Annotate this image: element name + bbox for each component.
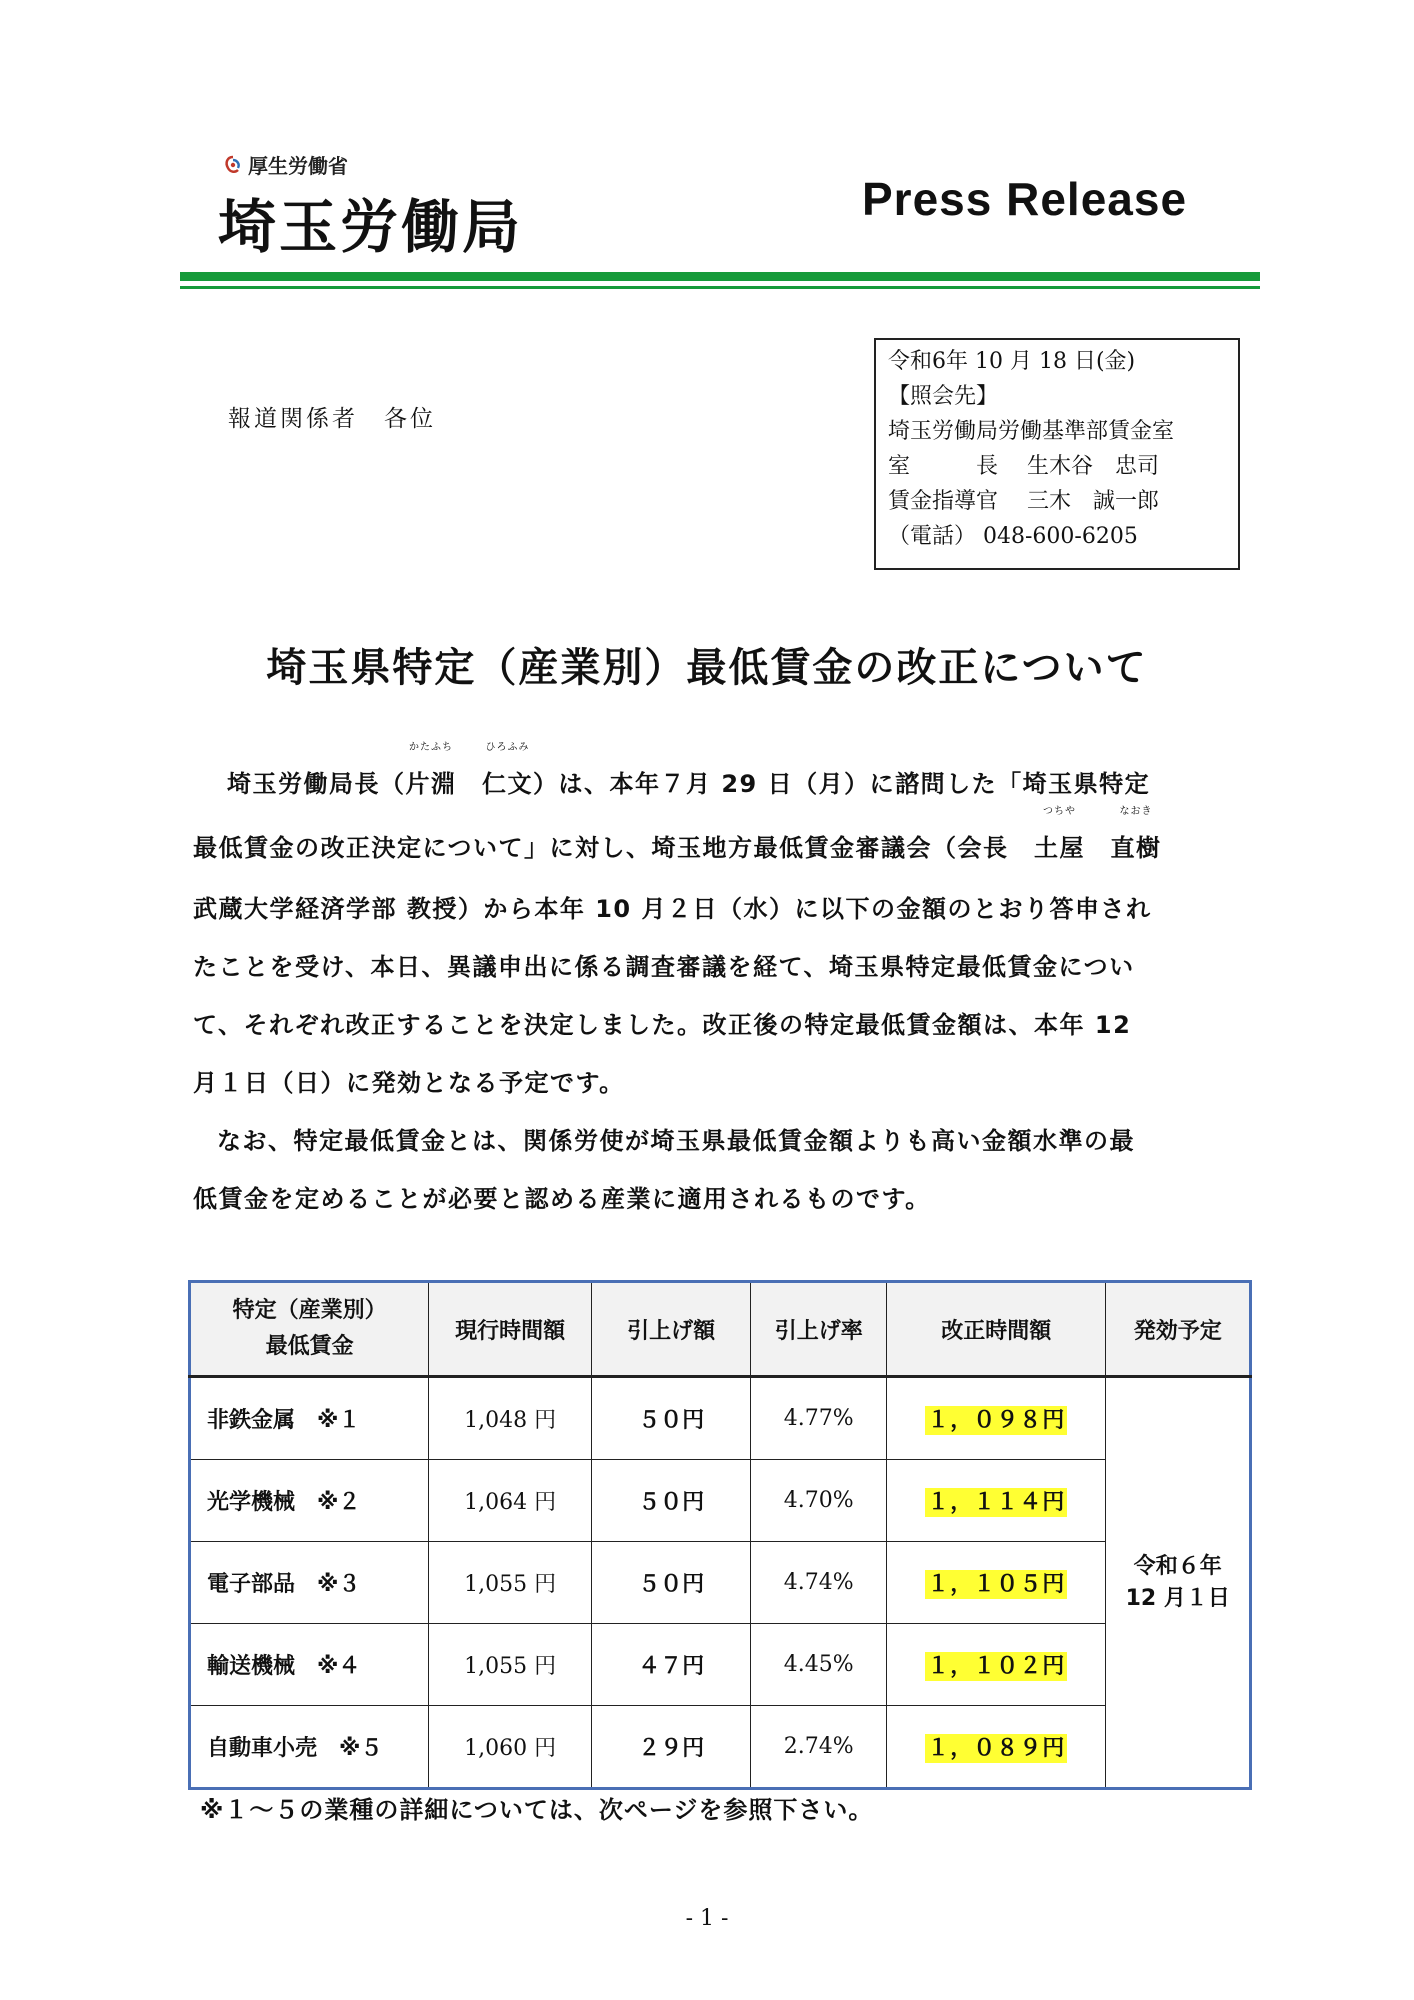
body-text (193, 742, 1243, 1228)
body-text-segment: ）は、本年７月 29 日（月）に諮問した「埼玉県特定 (533, 770, 1151, 798)
ministry-name: 厚生労働省 (248, 154, 348, 178)
body-text-segment: 最低賃金の改正決定について」に対し、埼玉地方最低賃金審議会（会長 (193, 834, 1035, 862)
press-release-heading: Press Release (862, 173, 1188, 225)
effective-date-line1: 令和６年 (1133, 1553, 1222, 1579)
industry-cell: 電子部品 ※３ (190, 1542, 429, 1624)
body-text-segment: なお、特定最低賃金とは、関係労使が埼玉県最低賃金額よりも高い金額水準の最 (217, 1127, 1135, 1155)
body-line: て、それぞれ改正することを決定しました。改正後の特定最低賃金額は、本年 12 (193, 1011, 1132, 1039)
revised-wage-cell (887, 1706, 1106, 1789)
body-line (203, 742, 1243, 816)
industry-cell: 光学機械 ※２ (190, 1460, 429, 1542)
current-wage-cell: 1,055 円 (429, 1624, 592, 1706)
header-effective: 発効予定 (1106, 1282, 1251, 1377)
industry-cell: 自動車小売 ※５ (190, 1706, 429, 1789)
revised-wage-cell (887, 1542, 1106, 1624)
table-row (190, 1377, 1251, 1460)
furigana: つちや (1043, 806, 1077, 817)
wage-table-container (188, 1280, 1252, 1790)
revised-wage-value: １，１１４円 (927, 1490, 1066, 1515)
ministry-logo-icon (222, 154, 244, 176)
industry-cell: 非鉄金属 ※１ (190, 1377, 429, 1460)
ministry-label (222, 150, 348, 179)
furigana: なおき (1119, 806, 1153, 817)
revised-wage-value: １，０８９円 (927, 1736, 1066, 1761)
increase-cell: ４７円 (591, 1624, 750, 1706)
revised-wage-cell (887, 1377, 1106, 1460)
contact-chief: 室 長 生木谷 忠司 (888, 454, 1159, 479)
header-rule-thin (180, 286, 1260, 289)
increase-cell: ２９円 (591, 1706, 750, 1789)
contact-department: 埼玉労働局労働基準部賃金室 (888, 419, 1175, 444)
revised-wage-cell (887, 1460, 1106, 1542)
name-with-reading (482, 742, 533, 816)
furigana: ひろふみ (485, 742, 530, 753)
rate-cell: 4.45% (751, 1624, 887, 1706)
body-line: たことを受け、本日、異議申出に係る調査審議を経て、埼玉県特定最低賃金につい (193, 953, 1135, 981)
table-row (190, 1624, 1251, 1706)
table-row (190, 1460, 1251, 1542)
addressee: 報道関係者 各位 (228, 406, 436, 432)
contact-officer: 賃金指導官 三木 誠一郎 (888, 489, 1159, 514)
increase-cell: ５０円 (591, 1377, 750, 1460)
table-footnote: ※１～５の業種の詳細については、次ページを参照下さい。 (200, 1796, 874, 1824)
name-with-reading (1110, 806, 1162, 880)
table-row (190, 1706, 1251, 1789)
bureau-logo-text: 埼玉労働局 (218, 193, 524, 261)
current-wage-cell: 1,060 円 (429, 1706, 592, 1789)
increase-cell: ５０円 (591, 1460, 750, 1542)
header-rule-thick (180, 272, 1260, 281)
increase-cell: ５０円 (591, 1542, 750, 1624)
table-header-row (190, 1282, 1251, 1377)
name-with-reading (1034, 806, 1086, 880)
contact-phone: （電話） 048-600-6205 (888, 524, 1138, 549)
body-line (193, 806, 1243, 880)
body-text-segment: 埼玉労働局長（ (227, 770, 406, 798)
header-revised: 改正時間額 (887, 1282, 1106, 1377)
effective-date-cell (1106, 1377, 1251, 1789)
page-number: - 1 - (685, 1906, 729, 1931)
name-part: 土屋 (1034, 834, 1086, 862)
table-row (190, 1542, 1251, 1624)
revised-wage-value: １，０９８円 (927, 1408, 1066, 1433)
name-part: 直樹 (1110, 834, 1162, 862)
header-industry-line1: 特定（産業別） (232, 1298, 387, 1323)
rate-cell: 4.77% (751, 1377, 887, 1460)
header-rate: 引上げ率 (751, 1282, 887, 1377)
body-line: 武蔵大学経済学部 教授）から本年 10 月２日（水）に以下の金額のとおり答申され (193, 895, 1152, 923)
furigana: かたふち (409, 742, 453, 753)
rate-cell: 4.70% (751, 1460, 887, 1542)
current-wage-cell: 1,055 円 (429, 1542, 592, 1624)
body-line: 月１日（日）に発効となる予定です。 (193, 1069, 625, 1097)
contact-heading: 【照会先】 (888, 384, 999, 409)
header-increase: 引上げ額 (591, 1282, 750, 1377)
header-industry-line2: 最低賃金 (265, 1334, 354, 1359)
revised-wage-value: １，１０５円 (927, 1572, 1066, 1597)
release-date: 令和6年 10 月 18 日(金) (888, 349, 1136, 374)
revised-wage-cell (887, 1624, 1106, 1706)
rate-cell: 4.74% (751, 1542, 887, 1624)
effective-date-line2: 12 月１日 (1125, 1585, 1230, 1611)
body-line (203, 1112, 1243, 1170)
name-with-reading (405, 742, 457, 816)
name-part: 片淵 (405, 770, 457, 798)
rate-cell: 2.74% (751, 1706, 887, 1789)
document-title: 埼玉県特定（産業別）最低賃金の改正について (266, 645, 1148, 691)
revised-wage-value: １，１０２円 (927, 1654, 1066, 1679)
header-industry (190, 1282, 429, 1377)
minimum-wage-table (188, 1280, 1252, 1790)
industry-cell: 輸送機械 ※４ (190, 1624, 429, 1706)
current-wage-cell: 1,064 円 (429, 1460, 592, 1542)
body-line: 低賃金を定めることが必要と認める産業に適用されるものです。 (193, 1185, 931, 1213)
current-wage-cell: 1,048 円 (429, 1377, 592, 1460)
contact-box (874, 338, 1240, 570)
header-current: 現行時間額 (429, 1282, 592, 1377)
name-part: 仁文 (482, 770, 533, 798)
